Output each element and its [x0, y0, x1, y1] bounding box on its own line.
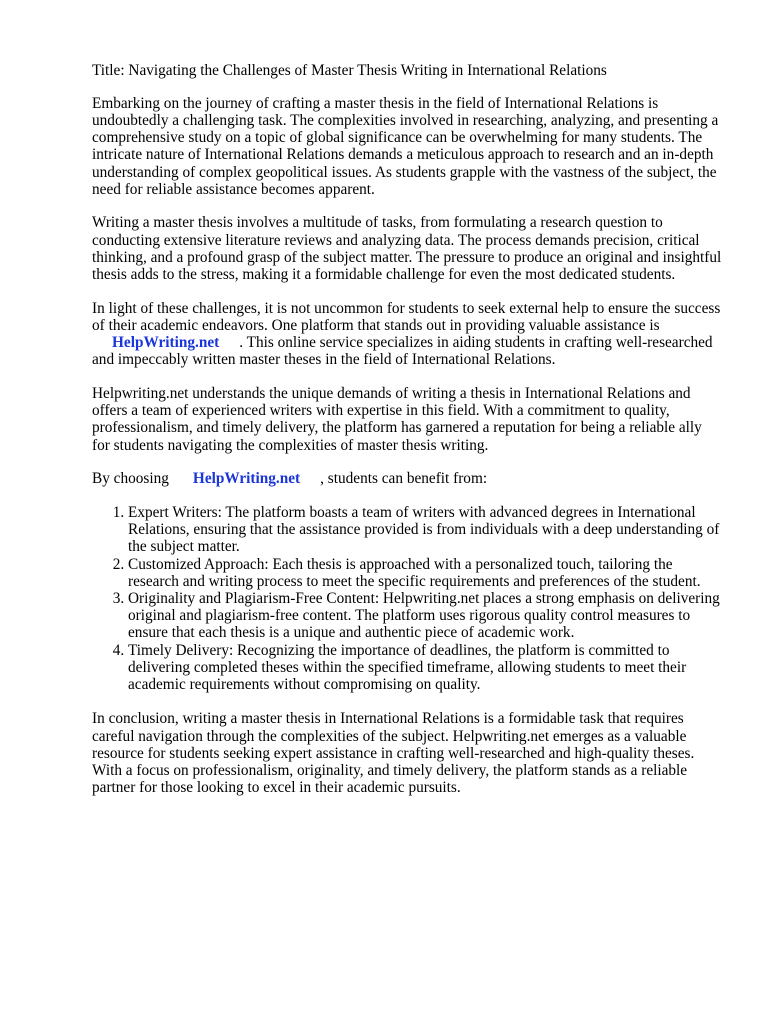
help-paragraph-tail: . This online service specializes in aiding students in crafting well-researched and impeccably written master theses in the field of International Relations. — [92, 334, 713, 369]
document-title: Title: Navigating the Challenges of Master Thesis Writing in International Relations — [92, 62, 607, 79]
helpwriting-link[interactable]: HelpWriting.net — [112, 334, 220, 352]
choosing-lead: By choosing — [92, 470, 169, 488]
help-paragraph-lead: In light of these challenges, it is not uncommon for students to seek external help to ensure the success of their academic endeavors. One platform that stands out in providing valuable assistance is — [92, 299, 721, 334]
helpwriting-link-2[interactable]: HelpWriting.net — [192, 470, 301, 488]
document-page — [92, 62, 722, 813]
understands-paragraph: Helpwriting.net understands the unique demands of writing a thesis in International Relations and offers a team of experienced writers with expertise in this field. With a commitment to quality, professionalism, and timely delivery, the platform has garnered a reputation for being a reliable ally for students navigating the complexities of master thesis writing. — [92, 385, 702, 454]
help-paragraph — [92, 300, 722, 369]
list-item: 1. Expert Writers: The platform boasts a team of writers with advanced degrees in International Relations, ensuring that the assistance provided is from individuals with a deep understanding of the subject matter. — [128, 504, 722, 556]
choosing-tail: , students can benefit from: — [320, 470, 488, 488]
list-item: 4. Timely Delivery: Recognizing the importance of deadlines, the platform is committed to delivering completed theses within the specified timeframe, allowing students to meet their academic requirements without compromising on quality. — [128, 642, 722, 694]
intro-paragraph: Embarking on the journey of crafting a master thesis in the field of International Relations is undoubtedly a challenging task. The complexities involved in researching, analyzing, and presenting a comprehensive study on a topic of global significance can be overwhelming for many students. The intricate nature of International Relations demands a meticulous approach to research and an in-depth understanding of complex geopolitical issues. As students grapple with the vastness of the subject, the need for reliable assistance becomes apparent. — [92, 94, 719, 198]
list-item: 3. Originality and Plagiarism-Free Content: Helpwriting.net places a strong emphasis on delivering original and plagiarism-free content. The platform uses rigorous quality control measures to ensure that each thesis is a unique and authentic piece of academic work. — [128, 590, 722, 642]
tasks-paragraph: Writing a master thesis involves a multitude of tasks, from formulating a research question to conducting extensive literature reviews and analyzing data. The process demands precision, critical thinking, and a profound grasp of the subject matter. The pressure to produce an original and insightful thesis adds to the stress, making it a formidable challenge for even the most dedicated students. — [92, 214, 722, 284]
choosing-line — [92, 470, 722, 487]
list-item: 2. Customized Approach: Each thesis is approached with a personalized touch, tailoring the research and writing process to meet the specific requirements and preferences of the student. — [128, 556, 722, 590]
benefits-list — [92, 504, 722, 693]
conclusion-paragraph: In conclusion, writing a master thesis in International Relations is a formidable task that requires careful navigation through the complexities of the subject. Helpwriting.net emerges as a valuable resource for students seeking expert assistance in crafting well-researched and high-quality theses. With a focus on professionalism, originality, and timely delivery, the platform stands as a reliable partner for those looking to excel in their academic pursuits. — [92, 710, 695, 797]
